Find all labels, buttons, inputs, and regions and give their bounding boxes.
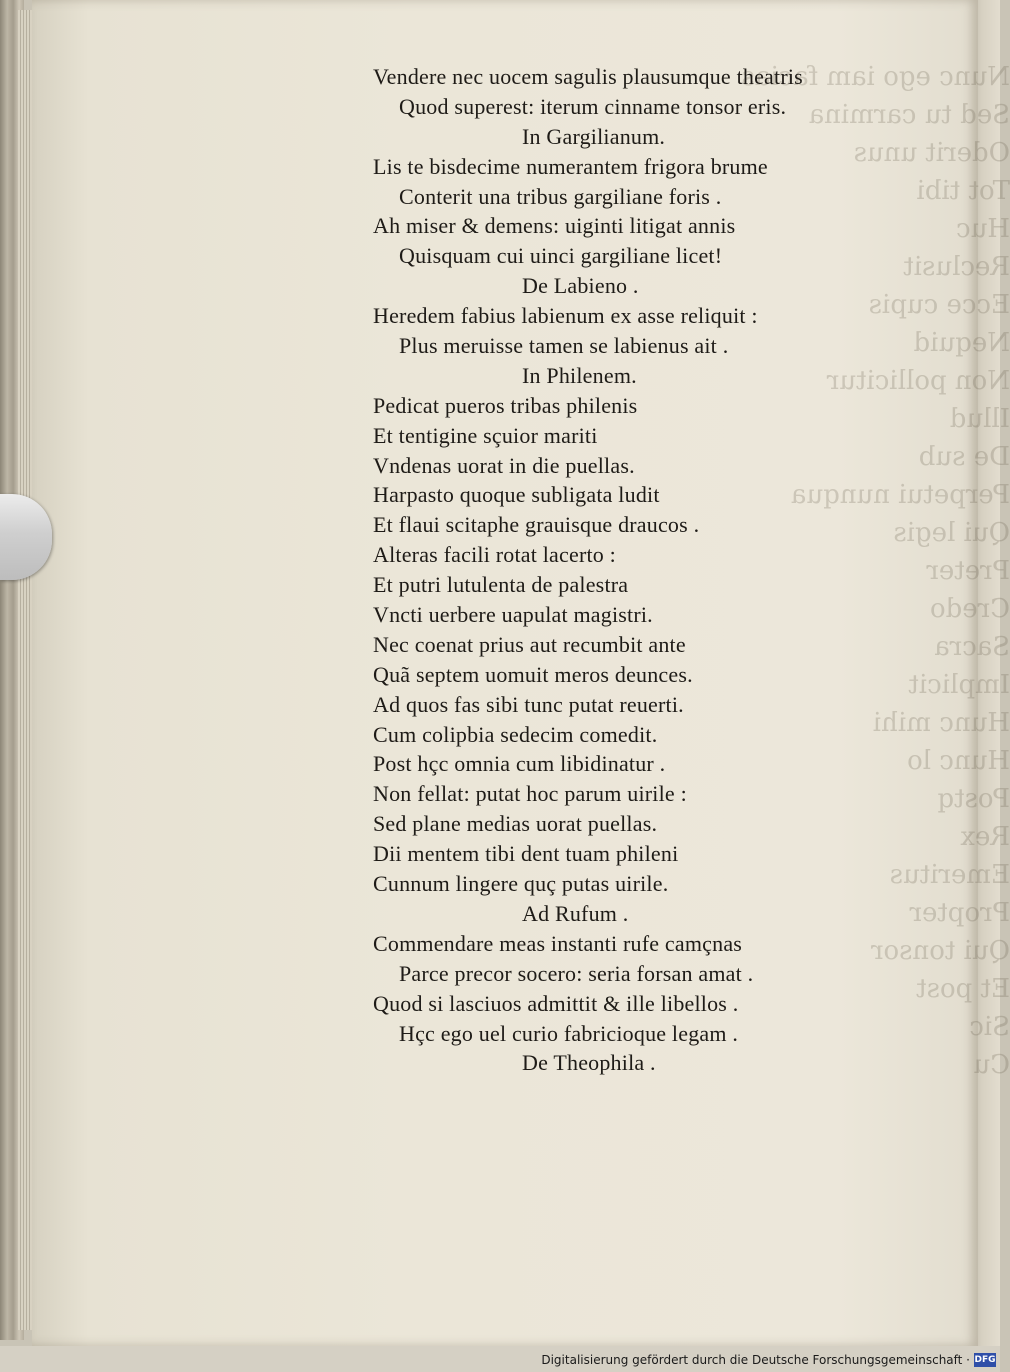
poem-line: Hçc ego uel curio fabricioque legam . xyxy=(399,1020,739,1046)
poem-heading: In Philenem. xyxy=(522,362,637,388)
poem-line: Ad quos fas sibi tunc putat reuerti. xyxy=(373,691,684,717)
footer-credit: Digitalisierung gefördert durch die Deutsche Forschungsgemeinschaft · xyxy=(541,1353,970,1367)
poem-line: Non fellat: putat hoc parum uirile : xyxy=(373,781,687,807)
poem-line: Alteras facili rotat lacerto : xyxy=(373,542,616,568)
poem-line: Ah miser & demens: uiginti litigat annis xyxy=(373,213,736,239)
poem-heading: In Gargilianum. xyxy=(522,123,666,149)
poem-line: Parce precor socero: seria forsan amat . xyxy=(399,960,754,986)
poem-line: Nec coenat prius aut recumbit ante xyxy=(373,631,686,657)
poem-line: Vncti uerbere uapulat magistri. xyxy=(373,602,653,628)
poem-line: Et putri lutulenta de palestra xyxy=(373,572,629,598)
poem-line: Lis te bisdecime numerantem frigora brume xyxy=(373,153,768,179)
poem-line: Dii mentem tibi dent tuam phileni xyxy=(373,841,679,867)
poem-line: Harpasto quoque subligata ludit xyxy=(373,482,660,508)
poem-line: Et flaui scitaphe grauisque draucos . xyxy=(373,512,700,538)
poem-line: Vndenas uorat in die puellas. xyxy=(373,452,635,478)
poem-line: Post hçc omnia cum libidinatur . xyxy=(373,751,666,777)
poem-heading: De Labieno . xyxy=(522,273,639,299)
poem-line: Commendare meas instanti rufe camçnas xyxy=(373,930,743,956)
footer-bar xyxy=(0,1346,1000,1372)
poem-line: Quod superest: iterum cinname tonsor eris. xyxy=(399,93,787,119)
poem-heading: De Theophila . xyxy=(522,1050,656,1076)
book-page xyxy=(32,0,1010,1346)
poem-line: Vendere nec uocem sagulis plausumque theatris xyxy=(373,64,803,89)
poem-line: Et tentigine sçuior mariti xyxy=(373,422,598,448)
poem-line: Cunnum lingere quç putas uirile. xyxy=(373,871,669,897)
poem-line: Plus meruisse tamen se labienus ait . xyxy=(399,333,729,359)
poem-heading: Ad Rufum . xyxy=(522,900,629,926)
poem-line: Quisquam cui uinci gargiliane licet! xyxy=(399,243,723,269)
show-through-text: Nunc ego iam facias Sed tu carmina Oderit unus Tot tibi Huc Reclusit Ecce cupis Nequid Non pollicitur Illud De sub Perpetui nunqua Qui legis Preter Credo Sacra Implicit Hunc mihi Hunc lo Postq Rex Emeritus Propter Qui tonsor Et post Sic Cu xyxy=(741,62,1010,1080)
poem-line: Conterit una tribus gargiliane foris . xyxy=(399,183,722,209)
poem-line: Pedicat pueros tribas philenis xyxy=(373,392,638,418)
poem-line: Sed plane medias uorat puellas. xyxy=(373,811,658,837)
page-stack-leaves xyxy=(18,10,32,1330)
poem-line: Cum colipbia sedecim comedit. xyxy=(373,721,658,747)
poem-line: Quod si lasciuos admittit & ille libellos . xyxy=(373,990,739,1016)
poem-line: Heredem fabius labienum ex asse reliquit : xyxy=(373,303,758,329)
poem-line: Quã septem uomuit meros deunces. xyxy=(373,661,693,687)
dfg-logo-icon: DFG xyxy=(974,1355,996,1365)
poem-text-block xyxy=(32,62,978,1078)
